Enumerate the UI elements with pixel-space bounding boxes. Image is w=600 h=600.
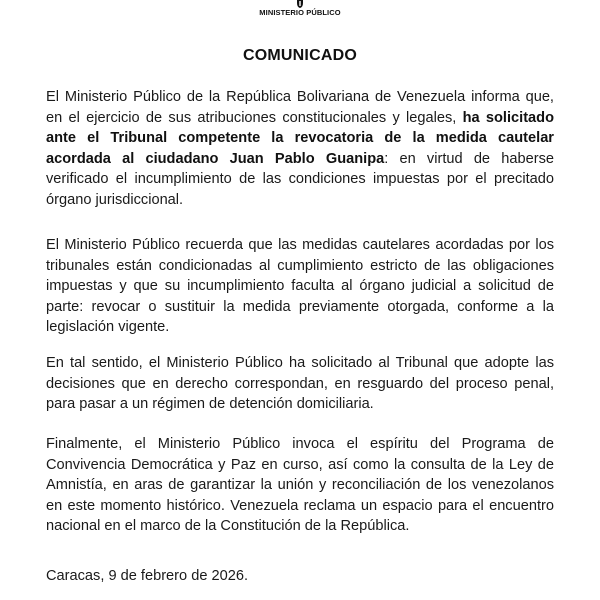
document-title: COMUNICADO xyxy=(243,47,357,64)
coat-of-arms-icon xyxy=(293,0,307,8)
paragraph-1-rest: : en virtud de haberse verificado el incumplimiento de las condiciones impuestas por el precitado órgano jurisdiccional. xyxy=(46,150,554,208)
letterhead xyxy=(0,0,600,24)
paragraph-1-highlight: ha solicitado ante el Tribunal competente la revocatoria de la medida cautelar acordada al ciudadano Juan Pablo Guanipa xyxy=(46,109,555,167)
paragraph-2: El Ministerio Público recuerda que las medidas cautelares acordadas por los tribunales están condicionadas al cumplimiento estricto de las obligaciones impuestas y que su incumplimiento faculta al órgano judicial a solicitud de parte: revocar o sustituir la medida previamente otorgada, conforme a la legislación vigente. xyxy=(46,237,554,335)
date-line: Caracas, 9 de febrero de 2026. xyxy=(46,568,249,584)
paragraph-1-intro: El Ministerio Público de la República Bolivariana de Venezuela informa que, en el ejercicio de sus atribuciones constitucionales y legales, xyxy=(46,89,554,126)
paragraph-3: En tal sentido, el Ministerio Público ha solicitado al Tribunal que adopte las decisiones que en derecho correspondan, en resguardo del proceso penal, para pasar a un régimen de detención domiciliaria. xyxy=(46,355,554,412)
paragraph-4: Finalmente, el Ministerio Público invoca el espíritu del Programa de Convivencia Democrática y Paz en curso, así como la consulta de la Ley de Amnistía, en aras de garantizar la unión y reconciliación de los venezolanos en este momento histórico. Venezuela reclama un espacio para el encuentro nacional en el marco de la Constitución de la República. xyxy=(46,436,554,534)
paragraph-1 xyxy=(46,87,554,210)
institution-name: MINISTERIO PÚBLICO xyxy=(259,8,341,17)
